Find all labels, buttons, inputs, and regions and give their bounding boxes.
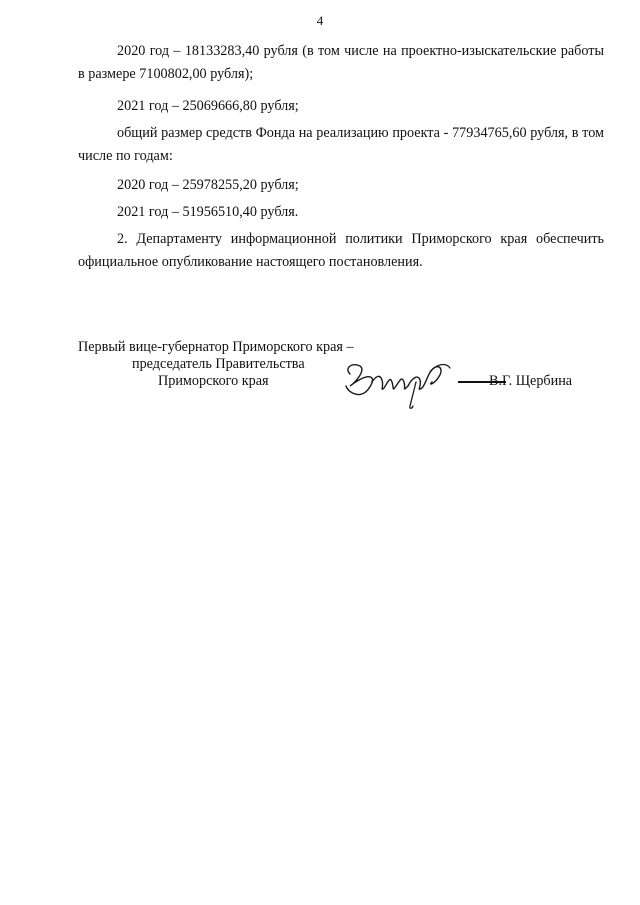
signatory-name: В.Г. Щербина bbox=[489, 373, 573, 389]
paragraph-fund-2020: 2020 год – 25978255,20 рубля; bbox=[117, 177, 299, 193]
paragraph-publication-order: 2. Департаменту информационной политики Приморского края обеспечить официальное опубликование настоящего постановления. bbox=[78, 231, 604, 270]
signatory-title-line-2: председатель Правительства bbox=[132, 356, 305, 372]
paragraph-fund-total: общий размер средств Фонда на реализацию проекта - 77934765,60 рубля, в том числе по годам: bbox=[78, 125, 604, 164]
signatory-title-line-1: Первый вице-губернатор Приморского края – bbox=[78, 339, 354, 355]
paragraph-funding-2021: 2021 год – 25069666,80 рубля; bbox=[117, 98, 299, 114]
paragraph-funding-2020: 2020 год – 18133283,40 рубля (в том числе на проектно-изыскательские работы в размере 7100802,00 рубля); bbox=[78, 43, 604, 82]
handwritten-signature bbox=[338, 352, 456, 412]
signatory-title-line-3: Приморского края bbox=[158, 373, 269, 389]
page-number: 4 bbox=[316, 13, 324, 28]
paragraph-fund-2021: 2021 год – 51956510,40 рубля. bbox=[117, 204, 299, 220]
